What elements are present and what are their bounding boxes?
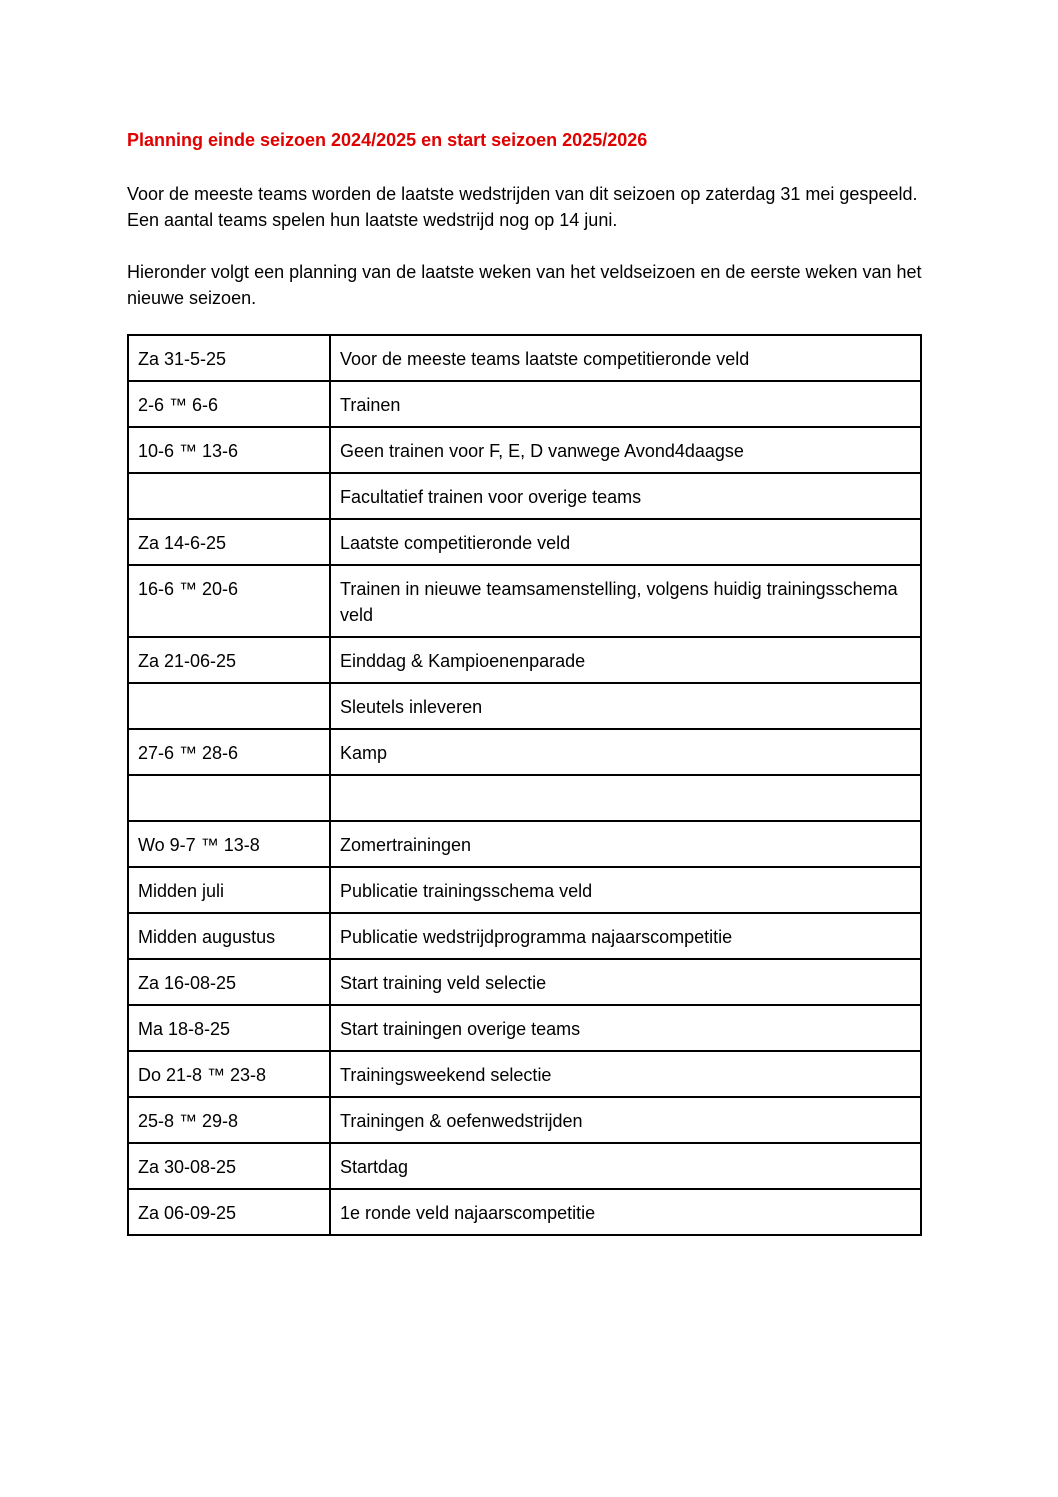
date-cell: Za 30-08-25	[128, 1143, 330, 1189]
table-row	[128, 637, 921, 683]
date-cell: Za 31-5-25	[128, 335, 330, 381]
activity-cell: Publicatie trainingsschema veld	[330, 867, 921, 913]
date-cell: Ma 18-8-25	[128, 1005, 330, 1051]
activity-cell: Sleutels inleveren	[330, 683, 921, 729]
table-row	[128, 1005, 921, 1051]
table-row	[128, 729, 921, 775]
date-cell: 16-6 ™ 20-6	[128, 565, 330, 637]
planning-paragraph: Hieronder volgt een planning van de laatste weken van het veldseizoen en de eerste weken van het nieuwe seizoen.	[127, 262, 922, 308]
activity-cell: Facultatief trainen voor overige teams	[330, 473, 921, 519]
table-row	[128, 1189, 921, 1235]
date-cell: 25-8 ™ 29-8	[128, 1097, 330, 1143]
date-cell: Midden augustus	[128, 913, 330, 959]
table-row	[128, 913, 921, 959]
date-cell: Za 21-06-25	[128, 637, 330, 683]
activity-cell: Publicatie wedstrijdprogramma najaarscompetitie	[330, 913, 921, 959]
activity-cell: Voor de meeste teams laatste competitieronde veld	[330, 335, 921, 381]
table-row	[128, 519, 921, 565]
table-row	[128, 473, 921, 519]
date-cell: Za 06-09-25	[128, 1189, 330, 1235]
date-cell: 2-6 ™ 6-6	[128, 381, 330, 427]
table-row	[128, 959, 921, 1005]
activity-cell: Start training veld selectie	[330, 959, 921, 1005]
activity-cell: Trainingsweekend selectie	[330, 1051, 921, 1097]
table-row	[128, 427, 921, 473]
schedule-table	[127, 334, 922, 1236]
activity-cell: Geen trainen voor F, E, D vanwege Avond4daagse	[330, 427, 921, 473]
date-cell: Do 21-8 ™ 23-8	[128, 1051, 330, 1097]
table-row	[128, 1097, 921, 1143]
activity-cell: Trainingen & oefenwedstrijden	[330, 1097, 921, 1143]
activity-cell: Laatste competitieronde veld	[330, 519, 921, 565]
table-row	[128, 821, 921, 867]
activity-cell: Start trainingen overige teams	[330, 1005, 921, 1051]
table-row	[128, 565, 921, 637]
table-row	[128, 775, 921, 821]
date-cell: 27-6 ™ 28-6	[128, 729, 330, 775]
table-row	[128, 381, 921, 427]
activity-cell: Zomertrainingen	[330, 821, 921, 867]
activity-cell	[330, 775, 921, 821]
table-row	[128, 335, 921, 381]
date-cell	[128, 683, 330, 729]
page-title: Planning einde seizoen 2024/2025 en start seizoen 2025/2026	[127, 130, 648, 150]
activity-cell: Trainen	[330, 381, 921, 427]
date-cell: Za 14-6-25	[128, 519, 330, 565]
date-cell	[128, 473, 330, 519]
table-row	[128, 1143, 921, 1189]
intro-paragraph: Voor de meeste teams worden de laatste wedstrijden van dit seizoen op zaterdag 31 mei gespeeld. Een aantal teams spelen hun laatste wedstrijd nog op 14 juni.	[127, 184, 918, 230]
activity-cell: Startdag	[330, 1143, 921, 1189]
activity-cell: Trainen in nieuwe teamsamenstelling, volgens huidig trainingsschema veld	[330, 565, 921, 637]
activity-cell: 1e ronde veld najaarscompetitie	[330, 1189, 921, 1235]
activity-cell: Kamp	[330, 729, 921, 775]
date-cell: 10-6 ™ 13-6	[128, 427, 330, 473]
activity-cell: Einddag & Kampioenenparade	[330, 637, 921, 683]
table-row	[128, 1051, 921, 1097]
date-cell: Wo 9-7 ™ 13-8	[128, 821, 330, 867]
date-cell	[128, 775, 330, 821]
table-row	[128, 683, 921, 729]
table-row	[128, 867, 921, 913]
date-cell: Za 16-08-25	[128, 959, 330, 1005]
date-cell: Midden juli	[128, 867, 330, 913]
